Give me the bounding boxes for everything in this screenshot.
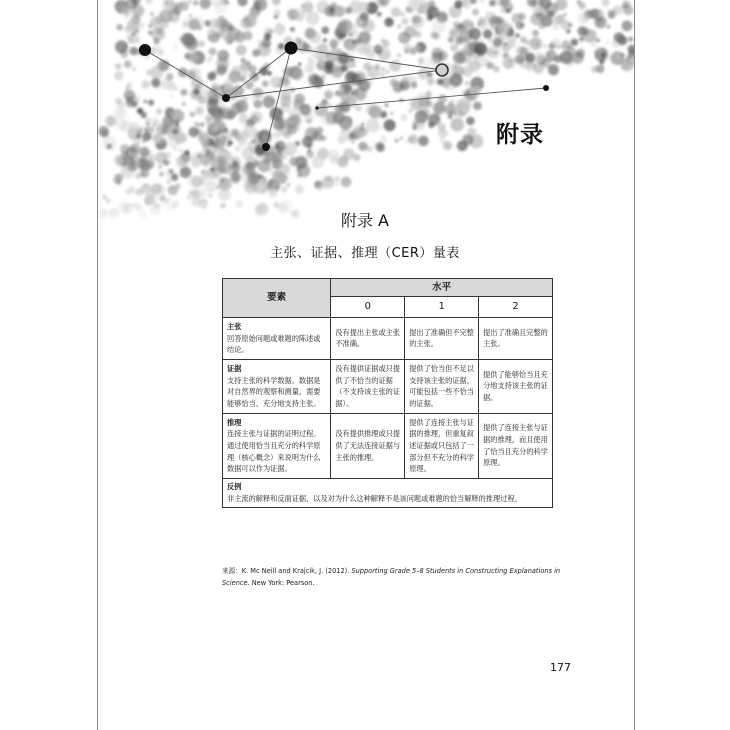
level-cell: 提出了准确且完整的主张。 — [479, 318, 553, 360]
star-dot — [285, 42, 298, 55]
star-dot — [315, 106, 318, 109]
element-desc: 连接主张与证据的证明过程。通过使用恰当且充分的科学原理（核心概念）来说明为什么数据可以作为证据。 — [227, 429, 321, 474]
level-cell: 没有提出主张或主张不准确。 — [331, 318, 405, 360]
level-cell: 提供了恰当但不足以支持该主张的证据，可能包括一些不恰当的证据。 — [405, 359, 479, 413]
header-decoration — [98, 0, 634, 230]
element-name: 主张 — [227, 322, 242, 331]
level-cell: 提供了能够恰当且充分地支持该主张的证据。 — [479, 359, 553, 413]
cer-rubric-table — [222, 278, 553, 508]
table-row — [223, 318, 553, 360]
header-element: 要素 — [223, 279, 331, 318]
star-dot — [543, 85, 549, 91]
level-2: 2 — [479, 297, 553, 318]
level-cell: 提供了连接主张与证据的推理，而且使用了恰当且充分的科学原理。 — [479, 413, 553, 478]
counter-name: 反例 — [227, 481, 242, 491]
element-desc: 回答原始问题或难题的陈述或结论。 — [227, 333, 321, 355]
star-dot — [139, 44, 151, 56]
star-dot — [262, 143, 270, 151]
counter-desc: 非主流的解释和反面证据，以及对为什么这种解释不是该问题或难题的恰当解释的推理过程。 — [227, 493, 522, 503]
level-1: 1 — [405, 297, 479, 318]
level-cell: 没有提供证据或只提供了不恰当的证据（不支持该主张的证据）。 — [331, 359, 405, 413]
level-cell: 提供了连接主张与证据的推理，但重复叙述证据或只包括了一部分但不充分的科学原理。 — [405, 413, 479, 478]
counter-cell — [223, 478, 553, 507]
source-book-title: Supporting Grade 5–8 Students in Constructing Explanations in Science — [222, 567, 561, 587]
element-desc: 支持主张的科学数据。数据是对自然界的观察和测量，需要能够恰当、充分地支持主张。 — [227, 375, 321, 408]
source-citation — [222, 566, 562, 589]
chapter-title: 附录 — [496, 122, 544, 148]
page-number: 177 — [550, 661, 571, 674]
table-row-counterexample — [223, 478, 553, 507]
element-cell — [223, 359, 331, 413]
element-cell — [223, 413, 331, 478]
source-suffix: . New York: Pearson. — [247, 578, 315, 587]
element-name: 证据 — [227, 363, 242, 373]
appendix-subtitle: 主张、证据、推理（CER）量表 — [270, 246, 460, 261]
element-cell — [223, 318, 331, 360]
table-row — [223, 413, 553, 478]
appendix-title: 附录 A — [340, 211, 390, 230]
source-prefix: 来源：K. Mc Neill and Krajcik, J. (2012). — [222, 567, 352, 575]
star-dot — [222, 94, 230, 102]
star-dot — [436, 64, 448, 76]
level-cell: 没有提供推理或只提供了无法连接证据与主张的推理。 — [331, 413, 405, 478]
table-row — [223, 359, 553, 413]
level-0: 0 — [331, 297, 405, 318]
header-level: 水平 — [331, 279, 553, 297]
element-name: 推理 — [227, 417, 242, 427]
level-cell: 提出了准确但不完整的主张。 — [405, 318, 479, 360]
